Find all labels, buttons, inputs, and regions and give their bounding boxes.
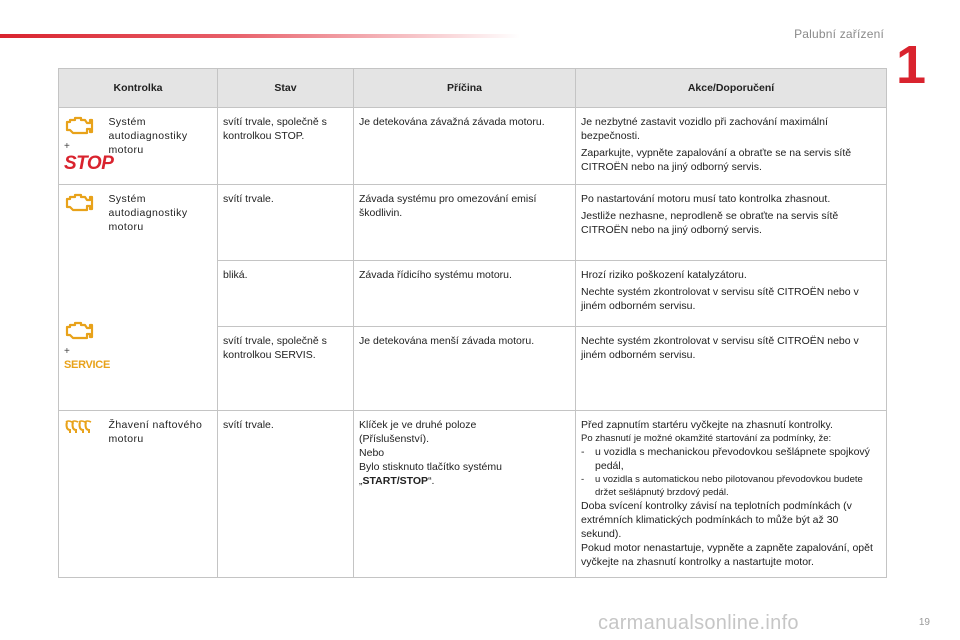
list-item <box>581 445 881 473</box>
list-item <box>581 473 881 499</box>
state-cell: svítí trvale, společně s kontrolkou SERVIS. <box>218 327 354 411</box>
cause-line <box>359 474 570 488</box>
state-cell: bliká. <box>218 261 354 327</box>
engine-warning-icon <box>64 115 94 137</box>
column-header: Akce/Doporučení <box>576 69 887 108</box>
start-stop-button-name: START/STOP <box>362 475 429 487</box>
system-name: Systém autodiagnostiky motoru <box>104 108 218 185</box>
icon-cell <box>59 108 114 185</box>
quote-open: „ <box>359 475 363 487</box>
state-cell: svítí trvale, společně s kontrolkou STOP. <box>218 108 354 185</box>
cause-cell: Je detekována závažná závada motoru. <box>354 108 576 185</box>
page-number: 19 <box>918 617 930 628</box>
state-cell: svítí trvale. <box>218 185 354 261</box>
action-text: Doba svícení kontrolky závisí na teplotních podmínkách (v extrémních klimatických podmínkách to může být až 30 sekund). <box>581 500 852 540</box>
quote-close: “. <box>428 475 435 487</box>
cause-cell: Závada řídicího systému motoru. <box>354 261 576 327</box>
watermark: carmanualsonline.info <box>598 612 799 634</box>
cause-cell <box>354 411 576 578</box>
list-item-text: u vozidla s automatickou nebo pilotovanou převodovkou budete držet sešlápnutý brzdový pedál. <box>595 474 863 498</box>
engine-warning-icon <box>64 320 94 342</box>
cause-cell: Závada systému pro omezování emisí škodlivin. <box>354 185 576 261</box>
action-cell <box>576 185 887 261</box>
stop-warning-icon: STOP <box>64 153 114 174</box>
list-dash: - <box>581 474 585 485</box>
action-note: Po zhasnutí je možné okamžité startování za podmínky, že: <box>581 433 832 444</box>
list-item-text: u vozidla s mechanickou převodovkou sešlápnete spojkový pedál, <box>595 446 870 472</box>
table-row <box>59 185 887 261</box>
column-header: Příčina <box>354 69 576 108</box>
cause-line: Bylo stisknuto tlačítko systému <box>359 461 502 473</box>
list-dash: - <box>581 446 585 458</box>
action-text: Po nastartování motoru musí tato kontrolka zhasnout. <box>581 193 831 205</box>
table-row <box>59 108 887 185</box>
action-cell <box>576 411 887 578</box>
action-text: Jestliže nezhasne, neprodleně se obraťte na servis sítě CITROËN nebo na jiný odborný servis. <box>581 210 839 236</box>
system-name: Žhavení naftového motoru <box>104 411 218 578</box>
cause-cell: Je detekována menší závada motoru. <box>354 327 576 411</box>
engine-warning-icon <box>64 192 94 214</box>
header-accent-bar <box>0 34 520 38</box>
cause-line: (Příslušenství). <box>359 433 430 445</box>
chapter-number: 1 <box>895 35 926 95</box>
action-cell <box>576 261 887 327</box>
service-warning-icon: SERVICE <box>64 359 110 371</box>
section-title: Palubní zařízení <box>794 27 884 41</box>
warning-lights-table <box>58 68 887 578</box>
icon-cell <box>59 411 104 578</box>
column-header: Stav <box>218 69 354 108</box>
state-cell: svítí trvale. <box>218 411 354 578</box>
plus-sign: + <box>64 346 70 357</box>
action-text: Je nezbytné zastavit vozidlo při zachování maximální bezpečnosti. <box>581 116 828 142</box>
table-header-row <box>59 69 887 108</box>
action-text: Zaparkujte, vypněte zapalování a obraťte se na servis sítě CITROËN nebo na jiný odborný servis. <box>581 147 852 173</box>
action-cell <box>576 327 887 411</box>
glow-plug-icon <box>64 418 96 436</box>
action-text: Hrozí riziko poškození katalyzátoru. <box>581 269 747 281</box>
icon-cell <box>59 185 110 411</box>
action-text: Nechte systém zkontrolovat v servisu sítě CITROËN nebo v jiném odborném servisu. <box>581 335 859 361</box>
action-cell <box>576 108 887 185</box>
cause-line: Nebo <box>359 447 385 459</box>
system-name: Systém autodiagnostiky motoru <box>104 185 218 411</box>
table-row <box>59 411 887 578</box>
column-header: Kontrolka <box>59 69 218 108</box>
action-text: Pokud motor nenastartuje, vypněte a zapněte zapalování, opět vyčkejte na zhasnutí kontrolky a nastartujte motor. <box>581 542 873 568</box>
action-text: Nechte systém zkontrolovat v servisu sítě CITROËN nebo v jiném odborném servisu. <box>581 286 859 312</box>
action-text: Před zapnutím startéru vyčkejte na zhasnutí kontrolky. <box>581 419 833 431</box>
plus-sign: + <box>64 141 70 152</box>
cause-line: Klíček je ve druhé poloze <box>359 419 477 431</box>
